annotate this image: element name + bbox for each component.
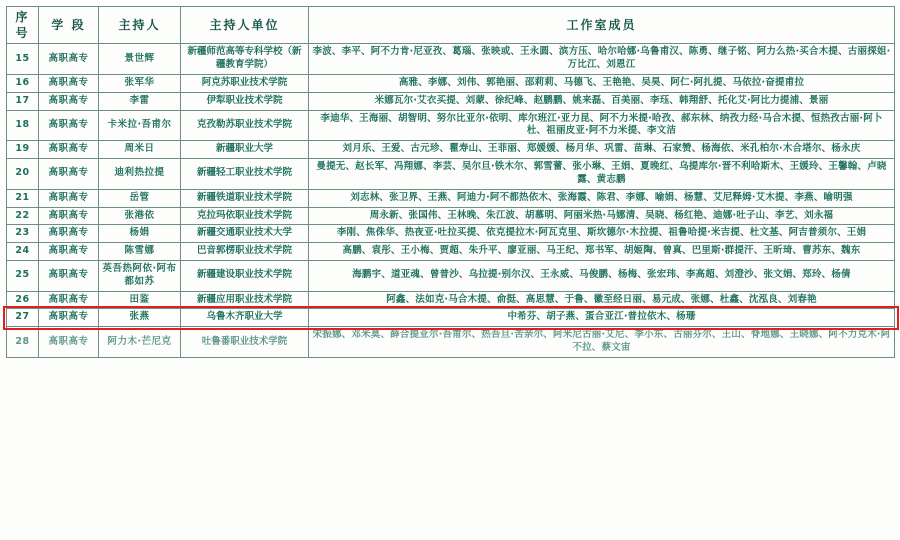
cell-stage: 高职高专	[39, 243, 99, 261]
cell-no: 22	[7, 207, 39, 225]
cell-host: 迪利热拉提	[99, 159, 181, 190]
cell-no: 16	[7, 75, 39, 93]
column-header-stage: 学 段	[39, 7, 99, 44]
cell-members: 李波、李平、阿不力肯·尼亚孜、葛瑙、张映或、王永圆、滨方压、哈尔哈娜·乌鲁甫汉、陈勇、继子铭、阿力么热·买合木提、古丽探姐·万比江、刘恩江	[309, 44, 895, 75]
cell-stage: 高职高专	[39, 225, 99, 243]
cell-unit: 新疆应用职业技术学院	[181, 291, 309, 309]
table-row-highlighted	[7, 309, 895, 327]
cell-stage: 高职高专	[39, 75, 99, 93]
cell-stage: 高职高专	[39, 110, 99, 141]
workshop-members-table	[6, 6, 895, 358]
table-row	[7, 44, 895, 75]
cell-no: 26	[7, 291, 39, 309]
cell-members: 阿鑫、法如克·马合木提、俞挺、高思慧、于鲁、徽至经日丽、易元成、张娜、杜鑫、沈泓良、刘春艳	[309, 291, 895, 309]
cell-members: 高雅、李娜、刘伟、郭艳丽、邵莉莉、马德飞、王艳艳、吴昊、阿仁·阿扎提、马依拉·奋提甫拉	[309, 75, 895, 93]
cell-no: 24	[7, 243, 39, 261]
cell-stage: 高职高专	[39, 189, 99, 207]
cell-members: 中希芬、胡子燕、蛋合亚江·普拉依木、杨珊	[309, 309, 895, 327]
table-row	[7, 141, 895, 159]
column-header-unit: 主持人单位	[181, 7, 309, 44]
cell-members: 周永新、张国伟、王林晚、朱江波、胡慕明、阿丽米热·马娜清、吴晓、杨红艳、迪娜·吐子山、李艺、刘永福	[309, 207, 895, 225]
cell-no: 27	[7, 309, 39, 327]
table-row	[7, 327, 895, 358]
cell-stage: 高职高专	[39, 309, 99, 327]
cell-unit: 阿克苏职业技术学院	[181, 75, 309, 93]
cell-unit: 乌鲁木齐职业大学	[181, 309, 309, 327]
cell-stage: 高职高专	[39, 291, 99, 309]
cell-no: 28	[7, 327, 39, 358]
cell-host: 田鉴	[99, 291, 181, 309]
cell-unit: 新疆交通职业技术大学	[181, 225, 309, 243]
cell-members: 米娜瓦尔·艾衣买提、刘蒙、徐纪峰、赵鹏鹏、姚来磊、百美丽、李珏、韩翔舒、托化艾·阿比力提浦、景丽	[309, 92, 895, 110]
cell-host: 李雷	[99, 92, 181, 110]
cell-host: 景世辉	[99, 44, 181, 75]
table-row	[7, 189, 895, 207]
cell-no: 25	[7, 260, 39, 291]
table-row	[7, 92, 895, 110]
table-header	[7, 7, 895, 44]
cell-unit: 克孜勒苏职业技术学院	[181, 110, 309, 141]
cell-members: 宋振娜、邓米莫、薛合提亚尔·吾甫尔、热吾旦·苦亲尔、阿米尼古丽·艾尼、李小东、古丽芬尔、王山、脊地娜、王晓娜、阿不力克木·阿不拉、蔡文宙	[309, 327, 895, 358]
cell-host: 岳管	[99, 189, 181, 207]
cell-host: 阿力木·芒尼克	[99, 327, 181, 358]
cell-unit: 新疆师范高等专科学校（新疆教育学院）	[181, 44, 309, 75]
cell-unit: 新疆建设职业技术学院	[181, 260, 309, 291]
cell-unit: 克拉玛依职业技术学院	[181, 207, 309, 225]
table-header-row	[7, 7, 895, 44]
cell-host: 卡米拉·吾甫尔	[99, 110, 181, 141]
cell-unit: 伊犁职业技术学院	[181, 92, 309, 110]
cell-host: 周米日	[99, 141, 181, 159]
column-header-host: 主持人	[99, 7, 181, 44]
cell-stage: 高职高专	[39, 207, 99, 225]
cell-host: 张港依	[99, 207, 181, 225]
cell-stage: 高职高专	[39, 92, 99, 110]
cell-no: 20	[7, 159, 39, 190]
cell-stage: 高职高专	[39, 159, 99, 190]
table-row	[7, 260, 895, 291]
cell-host: 张燕	[99, 309, 181, 327]
column-header-members: 工作室成员	[309, 7, 895, 44]
cell-unit: 新疆职业大学	[181, 141, 309, 159]
cell-host: 张军华	[99, 75, 181, 93]
cell-stage: 高职高专	[39, 44, 99, 75]
column-header-no: 序号	[7, 7, 39, 44]
table-row	[7, 75, 895, 93]
cell-no: 21	[7, 189, 39, 207]
table-row	[7, 225, 895, 243]
cell-no: 18	[7, 110, 39, 141]
cell-stage: 高职高专	[39, 141, 99, 159]
table-row	[7, 207, 895, 225]
cell-host: 杨娟	[99, 225, 181, 243]
cell-no: 19	[7, 141, 39, 159]
cell-host: 英吾热阿依·阿布都如苏	[99, 260, 181, 291]
cell-members: 刘月乐、王爱、古元珍、瞿寿山、王菲丽、郑媛媛、杨月华、巩雷、苗琳、石家赞、杨海依、米孔柏尔·木合塔尔、杨永庆	[309, 141, 895, 159]
cell-host: 陈雪娜	[99, 243, 181, 261]
cell-no: 17	[7, 92, 39, 110]
table-row	[7, 110, 895, 141]
cell-unit: 新疆铁道职业技术学院	[181, 189, 309, 207]
cell-members: 李刚、焦侏华、热夜亚·吐拉买提、依克提拉木·阿瓦克里、斯坎德尔·木拉提、祖鲁哈提·米吉提、杜文基、阿吉普须尔、王娟	[309, 225, 895, 243]
table-row	[7, 291, 895, 309]
cell-unit: 巴音郭楞职业技术学院	[181, 243, 309, 261]
cell-no: 23	[7, 225, 39, 243]
document-page	[0, 6, 900, 540]
cell-unit: 新疆轻工职业技术学院	[181, 159, 309, 190]
cell-unit: 吐鲁番职业技术学院	[181, 327, 309, 358]
cell-members: 曼提无、赵长军、冯翔娜、李芸、吴尔旦·铁木尔、郭雪蕾、张小琳、王娟、夏晚红、乌提库尔·晋不利哈斯木、王媛玲、王馨翰、卢晓露、黄志鹏	[309, 159, 895, 190]
cell-members: 高鹏、袁彤、王小梅、贾超、朱升平、廖亚丽、马王纪、郑书军、胡姬陶、曾真、巴里斯·群提汗、王昕琦、曹苏东、魏东	[309, 243, 895, 261]
cell-members: 李迪华、王海丽、胡智明、努尔比亚尔·依明、库尔班江·亚力昆、阿不力米提·哈孜、郝东林、纳孜力经·马合木提、恒热孜古丽·阿卜杜、祖丽皮亚·阿不力米提、李文洁	[309, 110, 895, 141]
table-row	[7, 243, 895, 261]
cell-members: 海鹏宇、道亚魂、曾普沙、乌拉提·别尔汉、王永威、马俊鹏、杨梅、张宏玮、李高超、刘澄沙、张文娟、郑玲、杨倩	[309, 260, 895, 291]
cell-stage: 高职高专	[39, 260, 99, 291]
cell-stage: 高职高专	[39, 327, 99, 358]
cell-no: 15	[7, 44, 39, 75]
table-body	[7, 44, 895, 357]
cell-members: 刘志林、张卫界、王燕、阿迪力·阿不都热依木、张海霞、陈君、李娜、喻娟、杨慧、艾尼释姆·艾木提、李燕、喻明强	[309, 189, 895, 207]
table-row	[7, 159, 895, 190]
